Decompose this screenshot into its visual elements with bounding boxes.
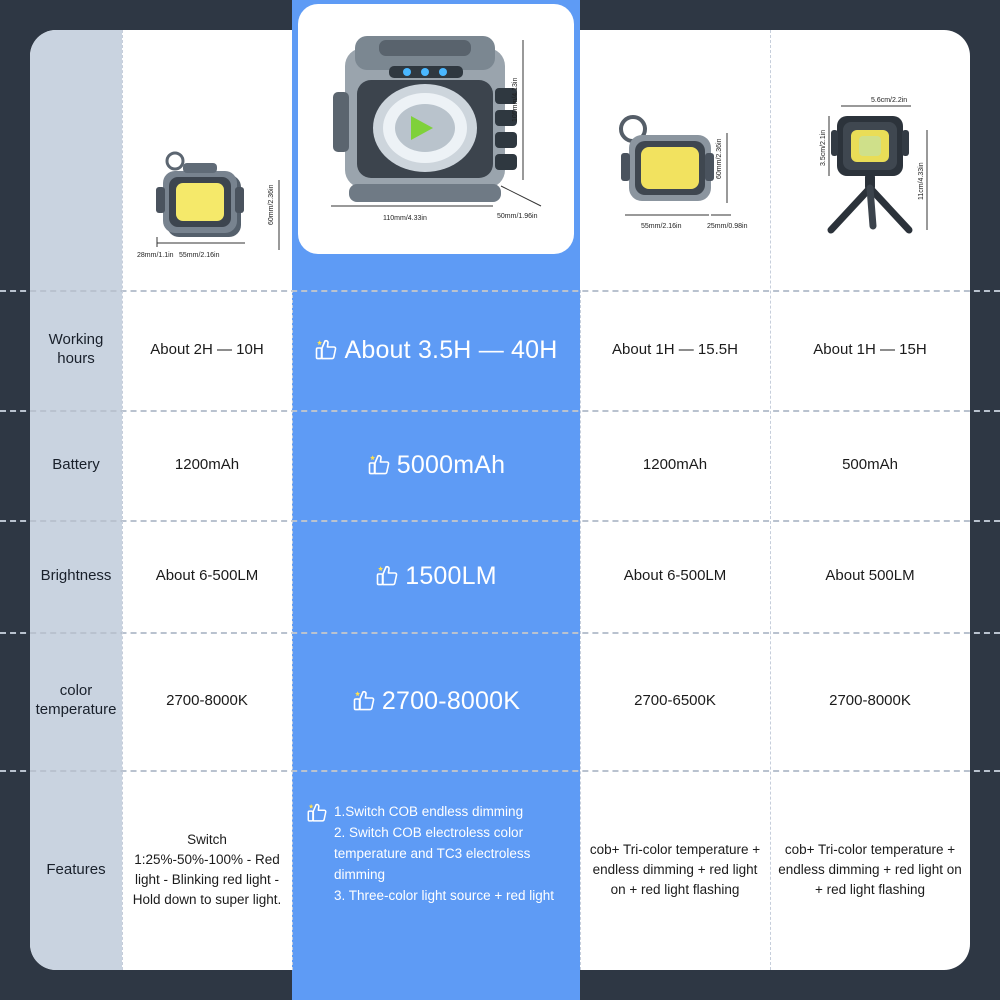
svg-text:3.5cm/2.1in: 3.5cm/2.1in: [820, 129, 827, 166]
value-text: 1200mAh: [174, 455, 240, 473]
cell-working-hours-col2: [292, 290, 580, 410]
feature-text: 2. Switch COB electroless color temperature and TC3 electroless dimming: [334, 824, 531, 882]
cell-battery-col1: [122, 410, 292, 520]
product-image-col2: [292, 4, 580, 256]
svg-text:55mm/2.16in: 55mm/2.16in: [179, 252, 220, 259]
row-label-battery: Battery: [52, 455, 100, 473]
svg-text:105mm/4.13in: 105mm/4.13in: [512, 77, 519, 122]
svg-text:50mm/1.96in: 50mm/1.96in: [497, 213, 538, 220]
cell-brightness-col4: [770, 520, 970, 632]
thumbs-up-icon: [314, 338, 338, 362]
svg-text:25mm/0.98in: 25mm/0.98in: [707, 223, 748, 230]
cell-battery-col4: [770, 410, 970, 520]
svg-text:55mm/2.16in: 55mm/2.16in: [641, 223, 682, 230]
value-text: About 3.5H — 40H: [344, 335, 558, 364]
cell-features-col4: [770, 770, 970, 970]
cell-working-hours-col4: [770, 290, 970, 410]
feature-text: 1.Switch COB endless dimming: [334, 804, 524, 819]
row-label-color-temperature: color temperature: [35, 682, 117, 718]
value-text: About 6-500LM: [155, 566, 259, 584]
product-image-col4: [770, 30, 970, 290]
thumbs-up-icon: [375, 564, 399, 588]
cell-brightness-col2: [292, 520, 580, 632]
product-image-col1: [122, 30, 292, 290]
cell-features-col2: [292, 770, 580, 970]
cell-working-hours-col1: [122, 290, 292, 410]
svg-text:11cm/4.33in: 11cm/4.33in: [918, 162, 925, 200]
thumbs-up-icon: [367, 453, 391, 477]
row-label-brightness: Brightness: [40, 566, 112, 584]
value-text: 2700-8000K: [381, 686, 521, 715]
value-text: About 1H — 15H: [813, 340, 927, 358]
cell-features-col3: [580, 770, 770, 970]
value-text: About 2H — 10H: [150, 340, 264, 358]
value-text: 2700-6500K: [634, 691, 716, 709]
thumbs-up-icon: [352, 689, 376, 713]
svg-text:60mm/2.36in: 60mm/2.36in: [716, 138, 723, 179]
value-text: 2700-8000K: [829, 691, 911, 709]
svg-text:110mm/4.33in: 110mm/4.33in: [383, 215, 427, 222]
cell-brightness-col1: [122, 520, 292, 632]
value-text: 500mAh: [842, 455, 898, 473]
row-label-working-hours: Working hours: [48, 331, 104, 367]
feature-text: cob+ Tri-color temperature + endless dimming + red light on + red light flashing: [778, 841, 962, 898]
feature-text: 3. Three-color light source + red light: [334, 887, 554, 903]
value-text: 1200mAh: [642, 455, 708, 473]
cell-features-col1: [122, 770, 292, 970]
value-text: About 500LM: [825, 566, 915, 584]
feature-text: cob+ Tri-color temperature + endless dimming + red light on + red light flashing: [589, 841, 761, 898]
svg-text:28mm/1.1in: 28mm/1.1in: [137, 252, 174, 259]
cell-color-temperature-col1: [122, 632, 292, 770]
cell-battery-col3: [580, 410, 770, 520]
value-text: About 6-500LM: [623, 566, 727, 584]
row-label-features: Features: [46, 860, 106, 878]
cell-color-temperature-col2: [292, 632, 580, 770]
value-text: About 1H — 15.5H: [612, 340, 738, 358]
svg-text:60mm/2.36in: 60mm/2.36in: [268, 184, 275, 225]
cell-brightness-col3: [580, 520, 770, 632]
thumbs-up-icon: [306, 802, 328, 907]
value-text: 2700-8000K: [166, 691, 248, 709]
cell-battery-col2: [292, 410, 580, 520]
cell-color-temperature-col4: [770, 632, 970, 770]
cell-color-temperature-col3: [580, 632, 770, 770]
product-image-col3: [580, 30, 770, 290]
svg-text:5.6cm/2.2in: 5.6cm/2.2in: [871, 97, 908, 104]
value-text: 1500LM: [405, 561, 497, 590]
feature-text: Switch 1:25%-50%-100% - Red light - Blinking red light - Hold down to super light.: [132, 831, 282, 908]
cell-working-hours-col3: [580, 290, 770, 410]
value-text: 5000mAh: [396, 450, 506, 479]
